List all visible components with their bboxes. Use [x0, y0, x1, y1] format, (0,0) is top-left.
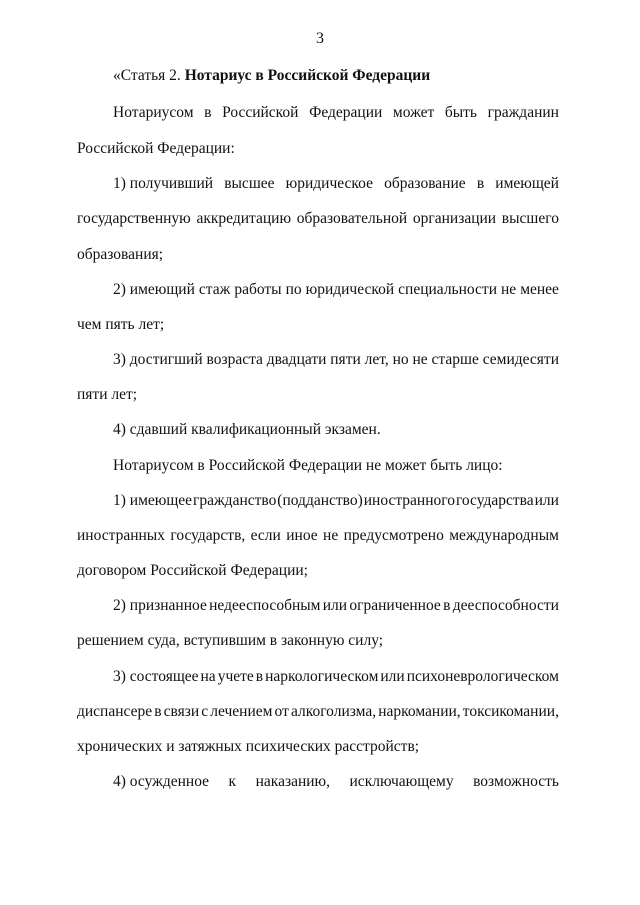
word: 3) достигший: [113, 351, 203, 368]
word: с: [201, 703, 209, 720]
word: Российской: [222, 104, 299, 121]
word: иностранного: [363, 492, 455, 509]
list-item-line: [113, 350, 559, 370]
word: но: [392, 351, 409, 368]
word: в: [154, 703, 162, 720]
word: Нотариусом: [113, 104, 194, 121]
word: аккредитацию: [196, 210, 292, 227]
word: недееспособным: [209, 597, 321, 614]
word: имеющей: [495, 175, 559, 192]
list-item-line: решением суда, вступившим в законную силу;: [77, 632, 384, 649]
article-heading: [113, 66, 430, 86]
word: связи: [163, 703, 200, 720]
word: 3) состоящее: [113, 668, 199, 685]
list-item-line: [77, 702, 559, 722]
word: государств,: [170, 527, 246, 544]
word: наказанию,: [255, 773, 330, 790]
word: алкоголизма,: [290, 703, 377, 720]
word: иное: [286, 527, 318, 544]
word: образование: [384, 175, 466, 192]
word: исключающему: [349, 773, 454, 790]
list-item-line: [113, 772, 559, 792]
word: к: [228, 773, 237, 790]
word: специальности: [398, 281, 497, 298]
word: 2) имеющий: [113, 281, 195, 298]
word: учете: [217, 668, 254, 685]
word: дееспособности: [452, 597, 559, 614]
word: высшего: [501, 210, 559, 227]
word: семидесяти: [482, 351, 559, 368]
word: 2) признанное: [113, 597, 207, 614]
list-item-line: [113, 280, 559, 300]
word: высшее: [224, 175, 275, 192]
word: быть: [444, 104, 477, 121]
word: старше: [431, 351, 479, 368]
word: иностранных: [77, 527, 165, 544]
word: юридическое: [285, 175, 373, 192]
word: в: [476, 175, 485, 192]
word: 4) осужденное: [113, 773, 210, 790]
list-item-line: [77, 209, 559, 229]
word: ограниченное: [349, 597, 441, 614]
paragraph-line: Российской Федерации:: [77, 140, 235, 157]
list-item-line: [77, 526, 559, 546]
list-item-line: чем пять лет;: [77, 316, 165, 333]
word: не: [412, 351, 428, 368]
word: на: [200, 668, 216, 685]
word: двадцати: [266, 351, 327, 368]
word: гражданство: [192, 492, 277, 509]
word: по: [285, 281, 302, 298]
word: пяти: [330, 351, 361, 368]
word: государственную: [77, 210, 191, 227]
list-item-line: [113, 174, 559, 194]
word: 1) имеющее: [113, 492, 193, 509]
word: менее: [520, 281, 559, 298]
word: лечением: [210, 703, 273, 720]
word: гражданин: [487, 104, 559, 121]
list-item-line: пяти лет;: [77, 386, 138, 403]
paragraph-line: Нотариусом в Российской Федерации не может быть лицо:: [113, 457, 503, 474]
word: не: [323, 527, 339, 544]
word: может: [392, 104, 435, 121]
word: или: [534, 492, 559, 509]
word: международным: [449, 527, 559, 544]
word: образовательной: [296, 210, 408, 227]
word: или: [322, 597, 348, 614]
word: юридической: [305, 281, 395, 298]
word: (подданство): [277, 492, 363, 509]
article-title: Нотариус в Российской Федерации: [184, 67, 431, 84]
word: возраста: [206, 351, 263, 368]
word: государства: [455, 492, 534, 509]
list-item-line: образования;: [77, 246, 164, 263]
word: лет,: [364, 351, 389, 368]
word: 1) получивший: [113, 175, 214, 192]
word: в: [255, 668, 264, 685]
word: стаж: [198, 281, 231, 298]
list-item-line: хронических и затяжных психических расстройств;: [77, 738, 420, 755]
word: организации: [412, 210, 497, 227]
word: психоневрологическом: [406, 668, 559, 685]
word: или: [380, 668, 405, 685]
word: в: [443, 597, 451, 614]
page-number: 3: [316, 30, 324, 47]
word: диспансере: [77, 703, 153, 720]
list-item-line: [113, 667, 559, 687]
list-item-line: договором Российской Федерации;: [77, 562, 308, 579]
word: Федерации: [309, 104, 383, 121]
word: если: [250, 527, 281, 544]
word: наркомании,: [378, 703, 461, 720]
list-item-line: [113, 596, 559, 616]
word: токсикомании,: [462, 703, 559, 720]
word: в: [204, 104, 212, 121]
word: не: [501, 281, 517, 298]
paragraph-line: [113, 103, 559, 123]
list-item-line: 4) сдавший квалификационный экзамен.: [113, 421, 381, 438]
word: наркологическом: [265, 668, 379, 685]
word: от: [274, 703, 289, 720]
word: возможность: [473, 773, 559, 790]
word: работы: [234, 281, 282, 298]
article-prefix: «Статья 2.: [113, 67, 181, 84]
list-item-line: [113, 491, 559, 511]
word: предусмотрено: [343, 527, 444, 544]
